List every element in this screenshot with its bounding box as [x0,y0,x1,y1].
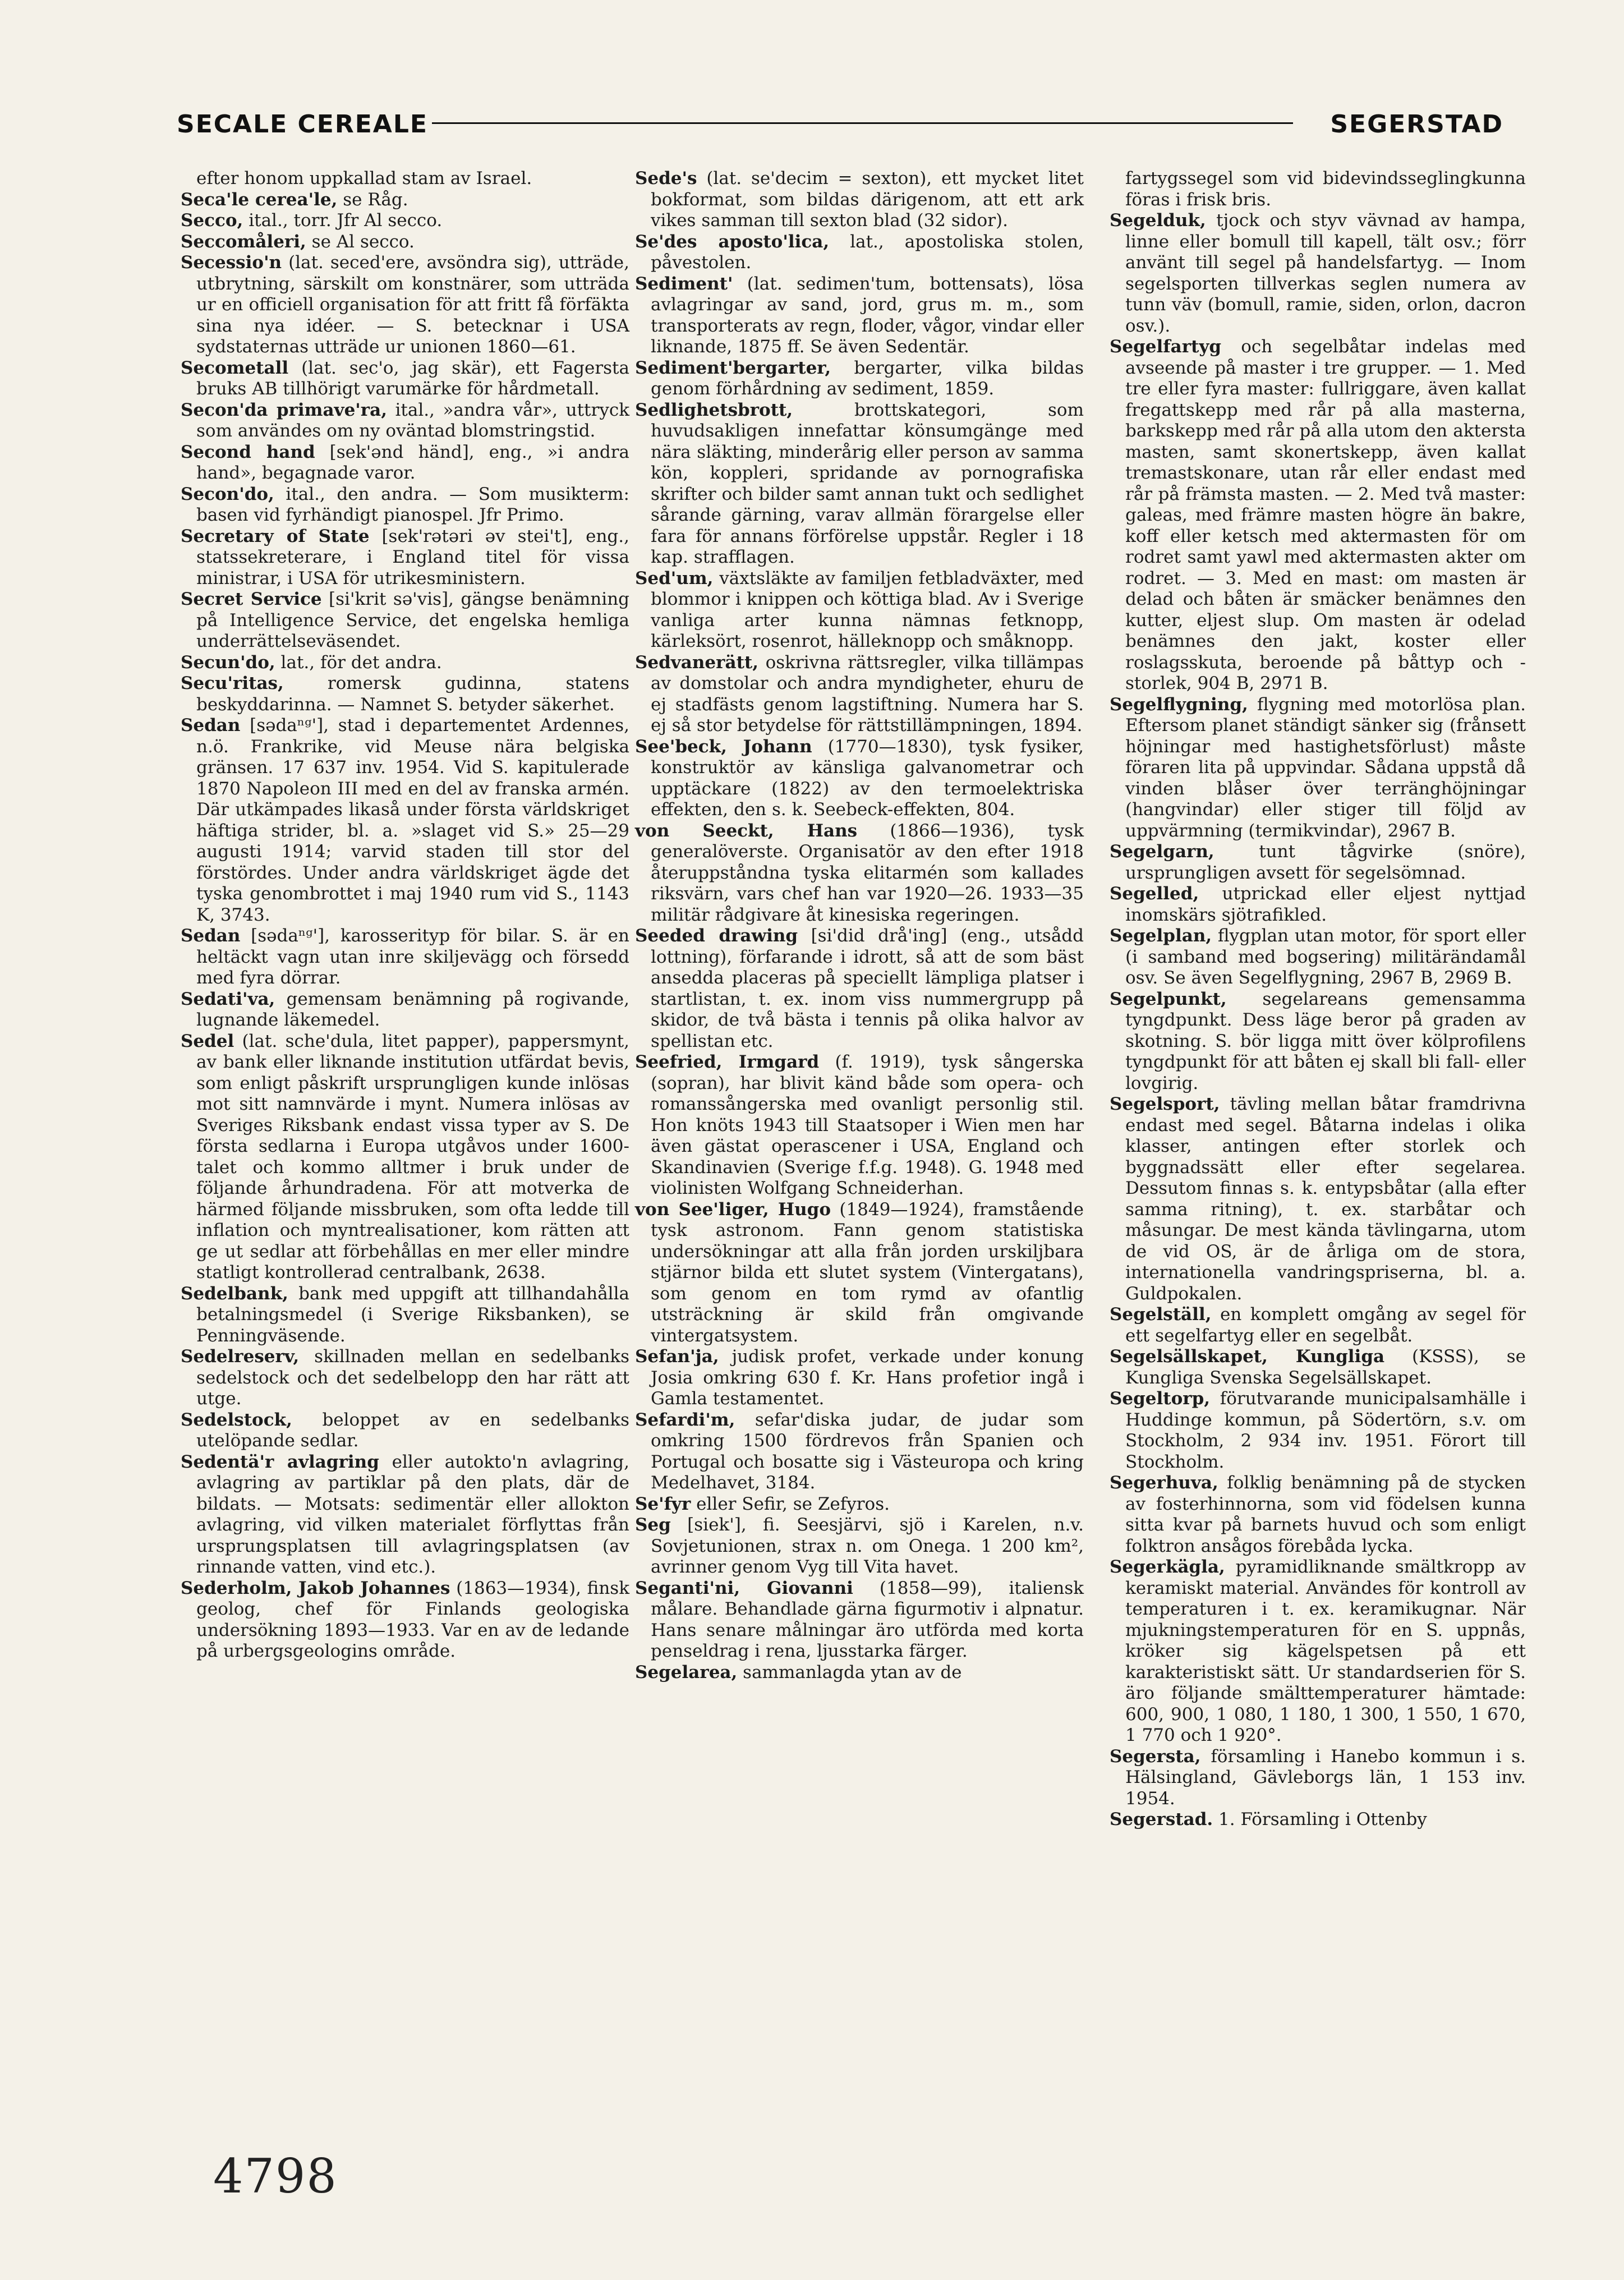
dictionary-entry [635,652,1084,737]
entry-text: (1849—1924), framstående tysk astronom. Fann genom statistiska undersökningar att alla från jorden urskiljbara stjärnor bilda ett slutet system (Vintergatans), som genom en tom rymd av ofantlig utsträckning är skild från omgivande vintergatsystem. [651,1199,1084,1346]
entry-headword: Secu'ritas, [181,673,284,693]
dictionary-entry [1110,1473,1526,1557]
entry-text: sammanlagda ytan av de [737,1662,962,1683]
dictionary-entry [635,1346,1084,1410]
entry-text: ital., »andra vår», uttryck som användes om ny oväntad blomstringstid. [196,399,629,441]
entry-text: utprickad eller eljest nyttjad inomskärs sjötrafikled. [1125,884,1526,925]
entry-headword: von See'liger, Hugo [635,1199,831,1220]
entry-text: [sədaⁿᵍ'], karosserityp för bilar. S. är en heltäckt vagn utan inre skiljevägg och försedd med fyra dörrar. [196,926,629,988]
entry-headword: Sede's [635,168,697,189]
dictionary-entry [635,1578,1084,1662]
dictionary-entry [181,1410,629,1452]
dictionary-entry [635,1410,1084,1494]
entry-headword: Segelduk, [1110,210,1206,231]
dictionary-entry [635,568,1084,652]
entry-text: och segelbåtar indelas med avseende på master i tre grupper. — 1. Med tre eller fyra master: fullriggare, även kallat fregattskepp med rår på alla masterna, barkskepp med rår på alla utom den aktersta masten, samt skonertskepp, även kallat tremastskonare, utan rår eller endast med rår på främsta masten. — 2. Med två master: galeas, med främre masten högre än bakre, koff eller ketsch med aktermasten för om rodret samt yawl med aktermasten akter om rodret. — 3. Med en mast: om masten är delad och båten är smäcker benämnes den kutter, eljest slup. Om masten är odelad benämnes den jakt, koster eller roslagsskuta, beroende på båttyp och -storlek, 904 B, 2971 B. [1125,337,1526,693]
entry-headword: Secon'do, [181,484,274,504]
entry-text: [sədaⁿᵍ'], stad i departementet Ardennes, n.ö. Frankrike, vid Meuse nära belgiska gränsen. 17 637 inv. 1954. Vid S. kapitulerade 1870 Napoleon III med en del av franska armén. Där utkämpades likaså under första världskriget häftiga strider, bl. a. »slaget vid S.» 25—29 augusti 1914; varvid staden till stor del förstördes. Under andra världskriget ägde det tyska genombrottet i maj 1940 rum vid S., 1143 K, 3743. [196,715,629,925]
entry-headword: Sediment' [635,273,733,294]
entry-headword: Segersta, [1110,1746,1201,1767]
entry-headword: Sedentä'r avlagring [181,1451,379,1472]
entry-headword: von Seeckt, Hans [635,820,858,841]
entry-text: se Råg. [337,189,408,210]
entry-text: tunt tågvirke (snöre), ursprungligen avsett för segelsömnad. [1125,842,1526,883]
dictionary-entry [1110,1094,1526,1304]
dictionary-entry [1110,989,1526,1095]
dictionary-entry [1110,884,1526,926]
entry-headword: Se'fyr [635,1493,691,1514]
dictionary-entry [1110,1746,1526,1810]
entry-headword: Sedelbank, [181,1283,288,1304]
entry-headword: Segelfartyg [1110,337,1222,357]
entry-text: (1770—1830), tysk fysiker, konstruktör av känsliga galvanometrar och upptäckare (1822) av den termoelektriska effekten, den s. k. Seebeck-effekten, 804. [651,736,1084,820]
entry-text: romersk gudinna, statens beskyddarinna. — Namnet S. betyder säkerhet. [196,673,629,715]
dictionary-entry [181,358,629,400]
header-right-title: SEGERSTAD [1330,110,1503,139]
entry-text: (f. 1919), tysk sångerska (sopran), har blivit känd både som opera- och romanssångerska med ovanligt personlig stil. Hon knöts 1943 till Staatsoper i Wien men har även gästat operascener i USA, England och Skandinavien (Sverige f.f.g. 1948). G. 1948 med violinisten Wolfgang Schneiderhan. [651,1052,1084,1198]
dictionary-entry [635,737,1084,821]
dictionary-entry [181,442,629,484]
dictionary-entry [181,252,629,358]
entry-text: förutvarande municipalsamhälle i Huddinge kommun, på Södertörn, s.v. om Stockholm, 2 934 inv. 1951. Förort till Stockholm. [1125,1389,1526,1472]
dictionary-entry [1110,926,1526,989]
entry-headword: Secon'da primave'ra, [181,399,387,420]
dictionary-entry [181,1578,629,1662]
dictionary-entry [181,168,629,190]
entry-text: (1866—1936), tysk generalöverste. Organisatör av den efter 1918 återuppståndna tyska elitarmén som kallades riksvärn, vars chef han var 1920—26. 1933—35 militär rådgivare åt kinesiska regeringen. [651,820,1084,925]
entry-text: en komplett omgång av segel för ett segelfartyg eller en segelbåt. [1125,1304,1526,1346]
dictionary-entry [1110,1389,1526,1473]
entry-text: [siek'], fi. Seesjärvi, sjö i Karelen, n.v. Sovjetunionen, strax n. om Onega. 1 200 km², avrinner genom Vyg till Vita havet. [651,1515,1084,1577]
entry-text: flygning med motorlösa plan. Eftersom planet ständigt sänker sig (frånsett höjningar med hastighetsförlust) måste föraren lita på uppvindar. Sådana uppstå då vinden blåser över terränghöjningar (hangvindar) eller stiger till följd av uppvärmning (termikvindar), 2967 B. [1125,694,1526,841]
entry-headword: Se'des aposto'lica, [635,231,830,252]
dictionary-entry [181,1031,629,1284]
dictionary-entry [635,1662,1084,1684]
entry-headword: Segelplan, [1110,926,1212,946]
entry-text: tävling mellan båtar framdrivna endast med segel. Båtarna indelas i olika klasser, antingen efter storlek och byggnadssätt eller efter segelarea. Dessutom finnas s. k. entypsbåtar (alla efter samma ritning), t. ex. starbåtar och måsungar. De mest kända tävlingarna, utom de vid OS, är de årliga om de stora, internationella vandringspriserna, bl. a. Guldpokalen. [1125,1094,1526,1304]
entry-text: 1. Församling i Ottenby [1213,1809,1427,1829]
entry-headword: Sedel [181,1031,234,1051]
dictionary-entry [635,274,1084,358]
entry-text: folklig benämning på de stycken av fosterhinnorna, som vid födelsen kunna sitta kvar på barnets huvud och som enligt folktron ansågos förebåda lycka. [1125,1473,1526,1556]
dictionary-entry [1110,210,1526,337]
entry-headword: Sederholm, Jakob Johannes [181,1578,450,1598]
entry-text: brottskategori, som huvudsakligen innefattar könsumgänge med nära släkting, minderårig eller person av samma kön, koppleri, spridande av pornografiska skrifter och bilder samt annan tukt och sedlighet sårande gärning, varav allmän förargelse eller fara för annans förförelse uppstår. Regler i 18 kap. strafflagen. [651,399,1084,567]
entry-headword: Sedelstock, [181,1409,292,1430]
entry-text: (lat. sec'o, jag skär), ett Fagersta bruks AB tillhörigt varumärke för hårdmetall. [196,357,629,399]
entry-headword: Sedlighetsbrott, [635,399,793,420]
entry-text: tjock och styv vävnad av hampa, linne eller bomull till kapell, tält osv.; förr använt till segel på handelsfartyg. — Inom segelsporten tillverkas seglen numera av tunn väv (bomull, ramie, siden, orlon, dacron osv.). [1125,210,1526,336]
dictionary-entry [635,168,1084,232]
entry-headword: See'beck, Johann [635,736,812,757]
entry-headword: Secun'do, [181,652,275,673]
entry-headword: Segelled, [1110,884,1199,904]
entry-text: eller autokto'n avlagring, avlagring av partiklar på den plats, där de bildats. — Motsats: sedimentär eller allokton avlagring, vid vilken materialet förflyttas från ursprungsplatsen till avlagringsplatsen (av rinnande vatten, vind etc.). [196,1451,630,1577]
dictionary-entry [635,821,1084,926]
dictionary-entry [635,1515,1084,1578]
entry-text: se Al secco. [306,231,415,252]
entry-headword: Sedan [181,715,241,736]
entry-text: lat., för det andra. [275,652,442,673]
entry-text: sefar'diska judar, de judar som omkring 1500 fördrevos från Spanien och Portugal och bosatte sig i Västeuropa och kring Medelhavet, 3184. [651,1409,1084,1493]
dictionary-entry [1110,1346,1526,1389]
dictionary-entry [181,526,629,590]
dictionary-entry [635,1199,1084,1347]
entry-headword: Seganti'ni, Giovanni [635,1578,853,1598]
entry-headword: Secret Service [181,589,322,609]
dictionary-entry [635,1052,1084,1199]
entry-text: bergarter, vilka bildas genom förhårdning av sediment, 1859. [651,357,1084,399]
entry-text: (1858—99), italiensk målare. Behandlade gärna figurmotiv i alpnatur. Hans senare målningar äro utförda med korta penseldrag i rena, ljusstarka färger. [651,1578,1084,1661]
entry-text: lat., apostoliska stolen, påvestolen. [651,231,1084,273]
entry-headword: Sed'um, [635,568,714,589]
entry-headword: Secco, [181,210,243,231]
entry-headword: Segeltorp, [1110,1389,1211,1409]
column-right [1110,168,1526,1831]
entry-text: växtsläkte av familjen fetbladväxter, med blommor i knippen och köttiga blad. Av i Sverige vanliga arter kunna nämnas fetknopp, kärleksört, rosenrot, hälleknopp och småknopp. [651,568,1084,651]
entry-text: oskrivna rättsregler, vilka tillämpas av domstolar och andra myndigheter, ehuru de ej stadfästs genom lagstiftning. Numera har S. ej så stor betydelse för rättstillämpningen, 1894. [651,652,1084,736]
dictionary-entry [635,232,1084,274]
entry-headword: Seeded drawing [635,926,798,946]
entry-headword: Segelpunkt, [1110,989,1227,1009]
dictionary-entry [181,989,629,1031]
entry-text: pyramidliknande smältkropp av keramiskt material. Användes för kontroll av temperaturen i t. ex. keramikugnar. När mjukningstemperaturen för en S. uppnås, kröker sig kägelspetsen på ett karakteristiskt sätt. Ur standardserien för S. äro följande smälttemperaturer hämtade: 600, 900, 1 080, 1 180, 1 300, 1 550, 1 670, 1 770 och 1 920°. [1125,1557,1526,1745]
entry-headword: Segelflygning, [1110,694,1248,715]
dictionary-entry [1110,1557,1526,1746]
entry-headword: Sediment'bergarter, [635,357,831,378]
dictionary-entry [1110,842,1526,884]
entry-headword: Sedati'va, [181,989,275,1009]
dictionary-entry [1110,695,1526,842]
entry-headword: Secessio'n [181,252,282,273]
entry-text: flygplan utan motor, för sport eller (i samband med bogsering) militärändamål osv. Se även Segelflygning, 2967 B, 2969 B. [1125,926,1526,988]
entry-text: [si'krit sə'vis], gängse benämning på Intelligence Service, det engelska hemliga underrättelseväsendet. [196,589,629,651]
dictionary-entry [181,926,629,989]
entry-headword: Sedelreserv, [181,1346,300,1367]
entry-text: judisk profet, verkade under konung Josia omkring 630 f. Kr. Hans profetior ingå i Gamla testamentet. [651,1346,1084,1409]
entry-text: [si'did drå'ing] (eng., utsådd lottning), förfarande i idrott, så att de som bäst ansedda placeras på speciellt lämpliga platser i startlistan, t. ex. inom viss nummergrupp på skidor, de två bästa i tennis på olika halvor av spellistan etc. [651,926,1084,1051]
dictionary-entry [635,1494,1084,1515]
dictionary-entry [181,210,629,232]
entry-headword: Segelsport, [1110,1094,1220,1114]
dictionary-entry [181,652,629,674]
entry-text: efter honom uppkallad stam av Israel. [196,168,532,189]
entry-text: eller Sefir, se Zefyros. [691,1493,890,1514]
entry-headword: Sedan [181,926,241,946]
entry-text: beloppet av en sedelbanks utelöpande sedlar. [196,1409,629,1451]
entry-headword: Secometall [181,357,289,378]
entry-headword: Sedvanerätt, [635,652,758,673]
dictionary-entry [181,1284,629,1347]
entry-headword: Secretary of State [181,526,370,546]
dictionary-entry [181,589,629,652]
entry-headword: Segelgarn, [1110,842,1214,862]
dictionary-entry [1110,1304,1526,1346]
dictionary-entry [181,715,629,926]
dictionary-entry [181,190,629,211]
entry-text: (lat. sche'dula, litet papper), pappersmynt, av bank eller liknande institution utfärdat bevis, som enligt påskrift ursprungligen kunde inlösas mot sitt namnvärde i mynt. Numera inlösas av Sveriges Riksbank endast vissa typer av S. De första sedlarna i Europa utgåvos under 1600-talet och kommo alltmer i bruk under de följande århundradena. För att motverka de härmed följande missbruken, som ofta ledde till inflation och myntrealisationer, kom rätten att ge ut sedlar att förbehållas en mer eller mindre statligt kontrollerad centralbank, 2638. [196,1031,629,1282]
page-number: 4798 [213,2149,338,2204]
entry-text: ital., torr. Jfr Al secco. [243,210,443,231]
entry-text: (lat. se'decim = sexton), ett mycket litet bokformat, som bildas därigenom, att ett ark vikes samman till sexton blad (32 sidor). [651,168,1084,231]
header-left-title: SECALE CEREALE [177,110,428,139]
entry-text: segelareans gemensamma tyngdpunkt. Dess läge beror på graden av skotning. S. bör ligga mitt över kölprofilens tyngdpunkt för att båten ej skall bli fall- eller lovgirig. [1125,989,1526,1093]
dictionary-entry [181,673,629,715]
dictionary-entry [181,484,629,526]
dictionary-entry [1110,337,1526,695]
entry-headword: Segerkägla, [1110,1557,1225,1577]
header-rule [432,122,1293,124]
dictionary-entry [1110,168,1526,210]
column-left [181,168,629,1662]
entry-headword: Seefried, Irmgard [635,1052,820,1072]
dictionary-entry [181,1452,629,1578]
entry-text: [sek'ənd händ], eng., »i andra hand», begagnade varor. [196,442,629,483]
dictionary-entry [635,358,1084,400]
entry-text: gemensam benämning på rogivande, lugnande läkemedel. [196,989,629,1030]
entry-headword: Segelsällskapet, Kungliga [1110,1346,1385,1367]
entry-text: [sek'rətəri əv stei't], eng., statssekreterare, i England titel för vissa ministrar, i USA för utrikesministern. [196,526,629,589]
entry-headword: Second hand [181,442,315,462]
entry-headword: Seccomåleri, [181,231,306,252]
dictionary-entry [181,400,629,442]
entry-headword: Segelarea, [635,1662,738,1683]
entry-text: skillnaden mellan en sedelbanks sedelstock och det sedelbelopp den har rätt att utge. [196,1346,629,1409]
dictionary-entry [1110,1809,1526,1831]
dictionary-entry [635,926,1084,1052]
entry-text: (1863—1934), finsk geolog, chef för Finlands geologiska undersökning 1893—1933. Var en av de ledande på urbergsgeologins område. [196,1578,629,1661]
dictionary-entry [181,1346,629,1410]
dictionary-entry [635,400,1084,568]
entry-text: bank med uppgift att tillhandahålla betalningsmedel (i Sverige Riksbanken), se Penningväsende. [196,1283,629,1346]
entry-text: (KSSS), se Kungliga Svenska Segelsällskapet. [1125,1346,1526,1388]
entry-text: (lat. seced'ere, avsöndra sig), utträde, utbrytning, särskilt om konstnärer, som utträda ur en officiell organisation för att fritt få förfäkta sina nya idéer. — S. betecknar i USA sydstaternas utträde ur unionen 1860—61. [196,252,629,357]
entry-text: fartygssegel som vid bidevindsseglingkunna föras i frisk bris. [1125,168,1526,210]
entry-headword: Sefardi'm, [635,1409,735,1430]
entry-text: (lat. sedimen'tum, bottensats), lösa avlagringar av sand, jord, grus m. m., som transporterats av regn, floder, vågor, vindar eller liknande, 1875 ff. Se även Sedentär. [651,273,1084,357]
entry-headword: Seg [635,1515,671,1535]
entry-headword: Seca'le cerea'le, [181,189,338,210]
column-middle [635,168,1084,1683]
dictionary-entry [181,232,629,253]
entry-text: ital., den andra. — Som musikterm: basen vid fyrhändigt pianospel. Jfr Primo. [196,484,629,525]
entry-headword: Segerhuva, [1110,1473,1218,1493]
entry-headword: Segelställ, [1110,1304,1212,1325]
entry-text: församling i Hanebo kommun i s. Hälsingland, Gävleborgs län, 1 153 inv. 1954. [1125,1746,1526,1809]
entry-headword: Segerstad. [1110,1809,1213,1829]
entry-headword: Sefan'ja, [635,1346,719,1367]
